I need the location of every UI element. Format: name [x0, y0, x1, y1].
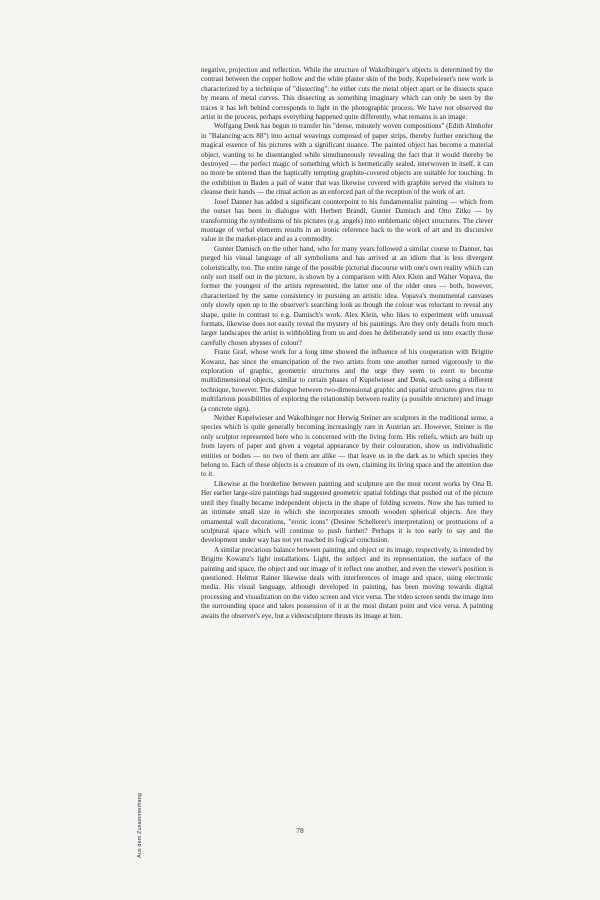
paragraph-1: negative, projection and reflection. While the structure of Wakolbinger's objects is determined by the contrast between the copper hollow and the white plaster skin of the body, Kupelwieser's new work is characterized by a technique of "dissecting": he either cuts the metal object apart or he dissects space by means of metal curves. This dissecting as something imaginary which can only be seen by the traces it has left behind corresponds to light in the photographic process. We have not observed the artist in the process, perhaps everything happened quite differently, what remains is an image.: [201, 66, 493, 122]
body-text: [201, 66, 493, 621]
paragraph-8: A similar precarious balance between painting and object or its image, respectively, is intended by Brigitte Kowanz's light installations. Light, the subject and its representation, the surface of the painting and space, the object and our image of it reflect one another, and even the viewer's position is questioned. Helmut Rainer likewise deals with interferences of image and space, using electronic media. His visual language, although developed in painting, has been moving towards digital processing and visualization on the video screen and vice versa. The video screen sends the image into the surrounding space and takes possession of it at the most distant point and vice versa. A painting awaits the observer's eye, but a videosculpture thrusts its image at him.: [201, 545, 493, 620]
paragraph-2: Wolfgang Denk has begun to transfer his "dense, minutely woven compositions" (Edith Almhofer in "Balancing·acts 88") into actual weavings composed of paper strips, thereby further enriching the magical essence of his pictures with a significant nuance. The painted object has become a material object, wanting to be disentangled while simultaneously revealing the fact that it would thereby be destroyed — the perfect magic of something which is hermetically sealed, interwoven in itself, it can no more be entered than the haptically tempting graphite-covered objects are suitable for touching. In the exhibition in Baden a pail of water that was likewise covered with graphite served the visitors to cleanse their hands — the ritual action as an enforced part of the reception of the work of art.: [201, 122, 493, 197]
margin-section-label: Aus dem Zusammenhang: [137, 793, 143, 858]
paragraph-4: Gunter Damisch on the other hand, who for many years followed a similar course to Danner, has purged his visual language of all symbolisms and has arrived at an idiom that is less divergent coloristically, too. The entire range of the possible pictorial discourse with one's own reality which can only sort itself out in the picture, is shown by a comparison with Alex Klein and Walter Vopava, the former the youngest of the artists represented, the latter one of the older ones — both, however, characterized by the same consistency in pursuing an artistic idea. Vopava's monumental canvases only slowly open up to the observer's searching look as though the colour was reluctant to reveal any shape, quite in contrast to e.g. Damisch's work. Alex Klein, who likes to experiment with unusual formats, likewise does not easily reveal the mystery of his paintings. Are they only details from much larger landscapes the artist is withholding from us and does he deliberately send us into exactly those carefully chosen abysses of colour?: [201, 244, 493, 347]
paragraph-6: Neither Kupelwieser and Wakolbinger nor Herwig Steiner are sculptors in the traditional sense, a species which is quite generally becoming increasingly rare in Austrian art. However, Steiner is the only sculptor represented here who is concerned with the living form. His reliefs, which are built up from layers of paper and given a vegetal appearance by their colouration, show us individualistic entities or bodies — no two of them are alike — that leave us in the dark as to which species they belong to. Each of these objects is a creature of its own, claiming its living space and the attention due to it.: [201, 414, 493, 479]
paragraph-7: Likewise at the borderline between painting and sculpture are the most recent works by Ona B. Her earlier large-size paintings had suggested geometric spatial foldings that pushed out of the picture until they finally became independent objects in the shape of folding screens. Now she has turned to an intimate small size in which she incorporates smooth wooden spherical objects. Are they ornamental wall decorations, "erotic icons" (Desiree Schellerer's interpretation) or protrusions of a sculptural space which will continue to push further? Perhaps it is too early to say and the development under way has not yet reached its logical conclusion.: [201, 479, 493, 545]
paragraph-3: Josef Danner has added a significant counterpoint to his fundamentalist painting — which from the outset has been in dialogue with Herbert Brandl, Gunter Damisch and Otto Zitko — by transforming the symbolisms of his pictures (e.g. angels) into emblematic object structures. The clever montage of verbal elements results in an ironic reference back to the work of art and its discursive value in the market-place and as a commodity.: [201, 197, 493, 244]
paragraph-5: Franz Graf, whose work for a long time showed the influence of his cooperation with Brigitte Kowanz, has since the emancipation of the two artists from one another turned vigorously to the exploration of graphic, geometric structures and the urge they seem to exert to become multidimensional objects, similar to certain phases of Kupelwieser and Denk, each using a different technique, however. The dialogue between two-dimensional graphic and spatial structures gives rise to multifarious possibilities of exploring the relationship between reality (a possible structure) and image (a concrete sign).: [201, 348, 493, 413]
page-number: 78: [296, 826, 304, 835]
